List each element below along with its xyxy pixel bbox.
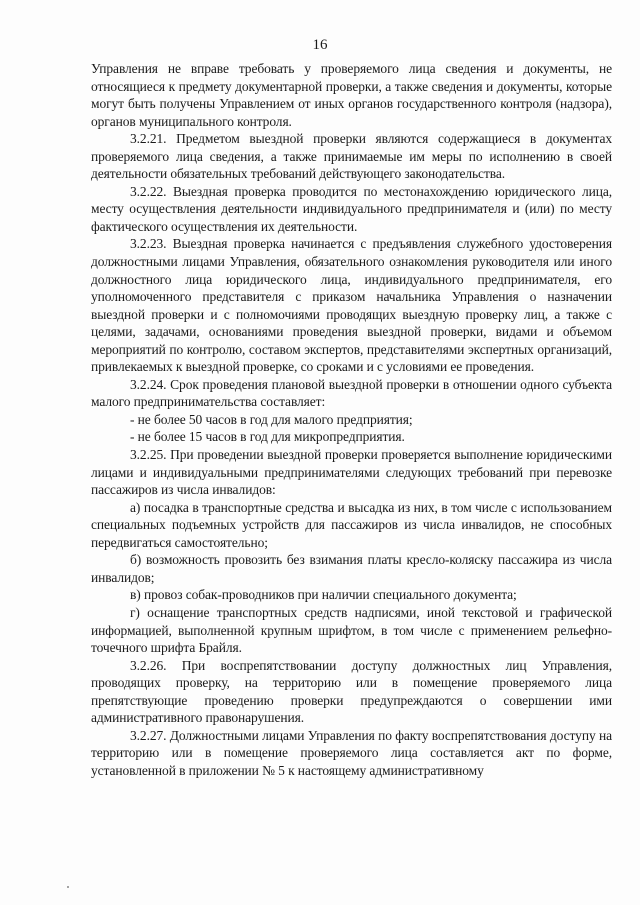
- paragraph-3-2-22: 3.2.22. Выездная проверка проводится по местонахождению юридического лица, месту осуществления деятельности индивидуального предпринимателя и (или) по месту фактического осуществления их деятельности.: [91, 183, 612, 234]
- paragraph-3-2-27: 3.2.27. Должностными лицами Управления по факту воспрепятствования доступу на территорию или в помещение проверяемого лица составляется акт по форме, установленной в приложении № 5 к настоящему административному: [91, 727, 612, 778]
- scan-speck: [67, 886, 69, 888]
- paragraph-continuation: Управления не вправе требовать у проверяемого лица сведения и документы, не относящиеся к предмету документарной проверки, а также сведения и документы, которые могут быть получены Управлением от иных органов государственного контроля (надзора), органов муниципального контроля.: [91, 61, 612, 129]
- paragraph-3-2-23: 3.2.23. Выездная проверка начинается с предъявления служебного удостоверения должностными лицами Управления, обязательного ознакомления руководителя или иного должностного лица юридического лица, индивидуального предпринимателя, его уполномоченного представителя с приказом начальника Управления о назначении выездной проверки и с полномочиями проводящих выездную проверку лиц, а также с целями, задачами, основаниями проведения выездной проверки, видами и объемом мероприятий по контролю, составом экспертов, представителями экспертных организаций, привлекаемых к выездной проверке, со сроками и с условиями ее проведения.: [91, 236, 612, 375]
- document-body: [91, 60, 612, 779]
- paragraph-3-2-24: 3.2.24. Срок проведения плановой выездной проверки в отношении одного субъекта малого предпринимательства составляет:: [91, 376, 612, 410]
- paragraph-3-2-25: 3.2.25. При проведении выездной проверки проверяется выполнение юридическими лицами и индивидуальными предпринимателями следующих требований при перевозке пассажиров из числа инвалидов:: [91, 447, 612, 498]
- subitem-v: в) провоз собак-проводников при наличии специального документа;: [130, 587, 517, 603]
- paragraph-3-2-21: 3.2.21. Предметом выездной проверки являются содержащиеся в документах проверяемого лица сведения, а также принимаемые им меры по исполнению в своей деятельности обязательных требований действующего законодательства.: [91, 131, 612, 182]
- page-number: 16: [312, 37, 328, 53]
- list-item-small-enterprise: - не более 50 часов в год для малого предприятия;: [130, 411, 413, 427]
- subitem-b: б) возможность провозить без взимания платы кресло-коляску пассажира из числа инвалидов;: [91, 552, 612, 585]
- paragraph-3-2-26: 3.2.26. При воспрепятствовании доступу должностных лиц Управления, проводящих проверку, на территорию или в помещение проверяемого лица препятствующие проведению проверки предупреждаются о совершении ими административного правонарушения.: [91, 657, 612, 726]
- subitem-g: г) оснащение транспортных средств надписями, иной текстовой и графической информацией, выполненной крупным шрифтом, в том числе с применением рельефно-точечного шрифта Брайля.: [91, 604, 612, 656]
- list-item-micro-enterprise: - не более 15 часов в год для микропредприятия.: [130, 429, 405, 445]
- subitem-a: а) посадка в транспортные средства и высадка из них, в том числе с использованием специальных подъемных устройств для пассажиров из числа инвалидов, не способных передвигаться самостоятельно;: [91, 499, 612, 550]
